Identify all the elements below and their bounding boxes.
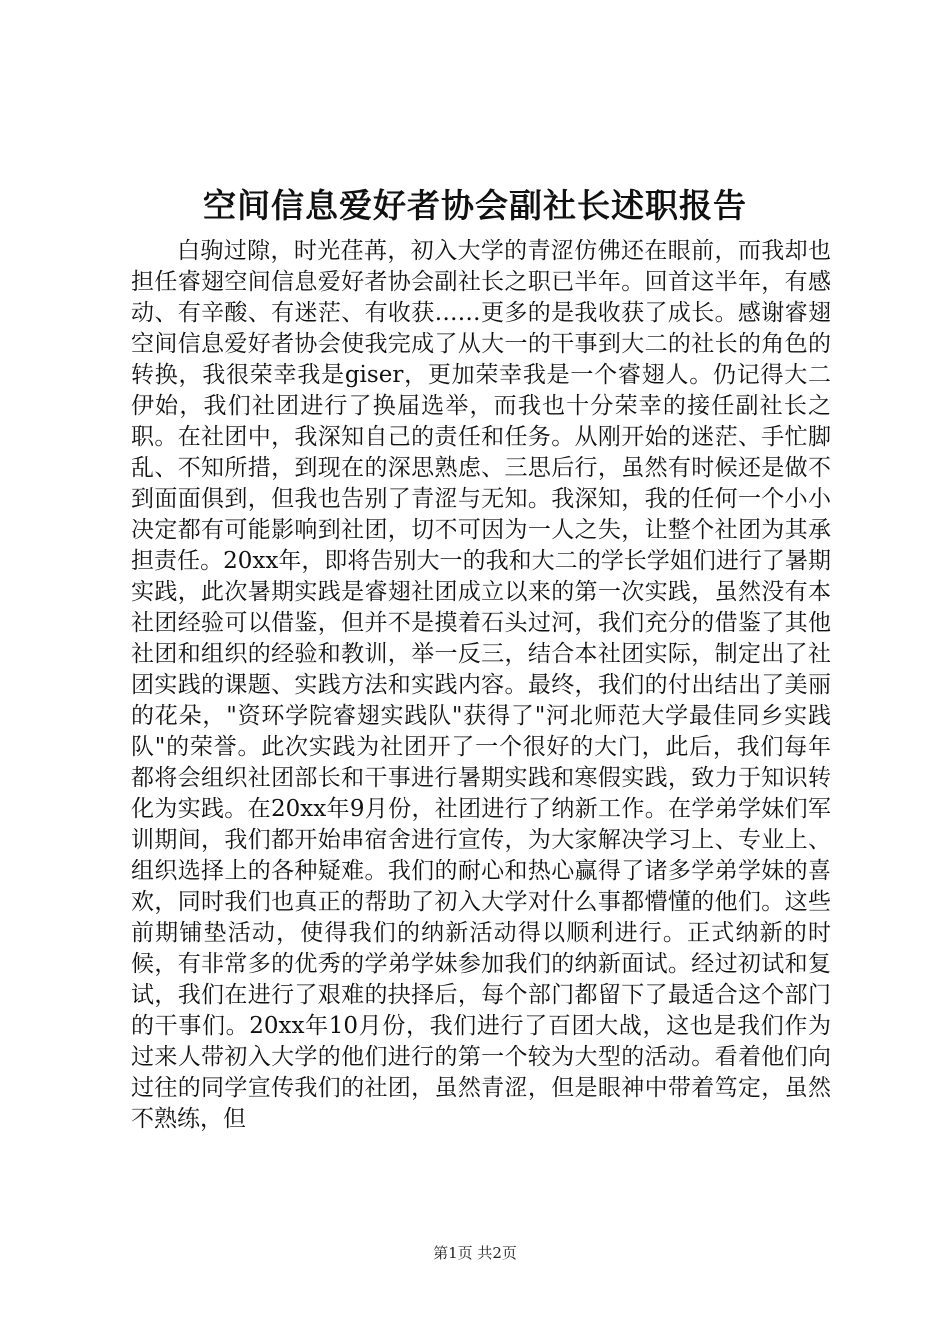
body-paragraph: 白驹过隙，时光荏苒，初入大学的青涩仿佛还在眼前，而我却也担任睿翅空间信息爱好者协会副社长之职已半年。回首这半年，有感动、有辛酸、有迷茫、有收获……更多的是我收获了成长。感谢睿翅空间信息爱好者协会使我完成了从大一的干事到大二的社长的角色的转换，我很荣幸我是giser，更加荣幸我是一个睿翅人。仍记得大二伊始，我们社团进行了换届选举，而我也十分荣幸的接任副社长之职。在社团中，我深知自己的责任和任务。从刚开始的迷茫、手忙脚乱、不知所措，到现在的深思熟虑、三思后行，虽然有时候还是做不到面面俱到，但我也告别了青涩与无知。我深知，我的任何一个小小决定都有可能影响到社团，切不可因为一人之失，让整个社团为其承担责任。20xx年，即将告别大一的我和大二的学长学姐们进行了暑期实践，此次暑期实践是睿翅社团成立以来的第一次实践，虽然没有本社团经验可以借鉴，但并不是摸着石头过河，我们充分的借鉴了其他社团和组织的经验和教训，举一反三，结合本社团实际，制定出了社团实践的课题、实践方法和实践内容。最终，我们的付出结出了美丽的花朵，"资环学院睿翅实践队"获得了"河北师范大学最佳同乡实践队"的荣誉。此次实践为社团开了一个很好的大门，此后，我们每年都将会组织社团部长和干事进行暑期实践和寒假实践，致力于知识转化为实践。在20xx年9月份，社团进行了纳新工作。在学弟学妹们军训期间，我们都开始串宿舍进行宣传，为大家解决学习上、专业上、组织选择上的各种疑难。我们的耐心和热心赢得了诸多学弟学妹的喜欢，同时我们也真正的帮助了初入大学对什么事都懵懂的他们。这些前期铺垫活动，使得我们的纳新活动得以顺利进行。正式纳新的时候，有非常多的优秀的学弟学妹参加我们的纳新面试。经过初试和复试，我们在进行了艰难的抉择后，每个部门都留下了最适合这个部门的干事们。20xx年10月份，我们进行了百团大战，这也是我们作为过来人带初入大学的他们进行的第一个较为大型的活动。看着他们向过往的同学宣传我们的社团，虽然青涩，但是眼神中带着笃定，虽然不熟练，但 [131,238,831,1132]
page-number-footer: 第1页 共2页 [433,1244,517,1262]
document-title: 空间信息爱好者协会副社长述职报告 [203,186,747,225]
